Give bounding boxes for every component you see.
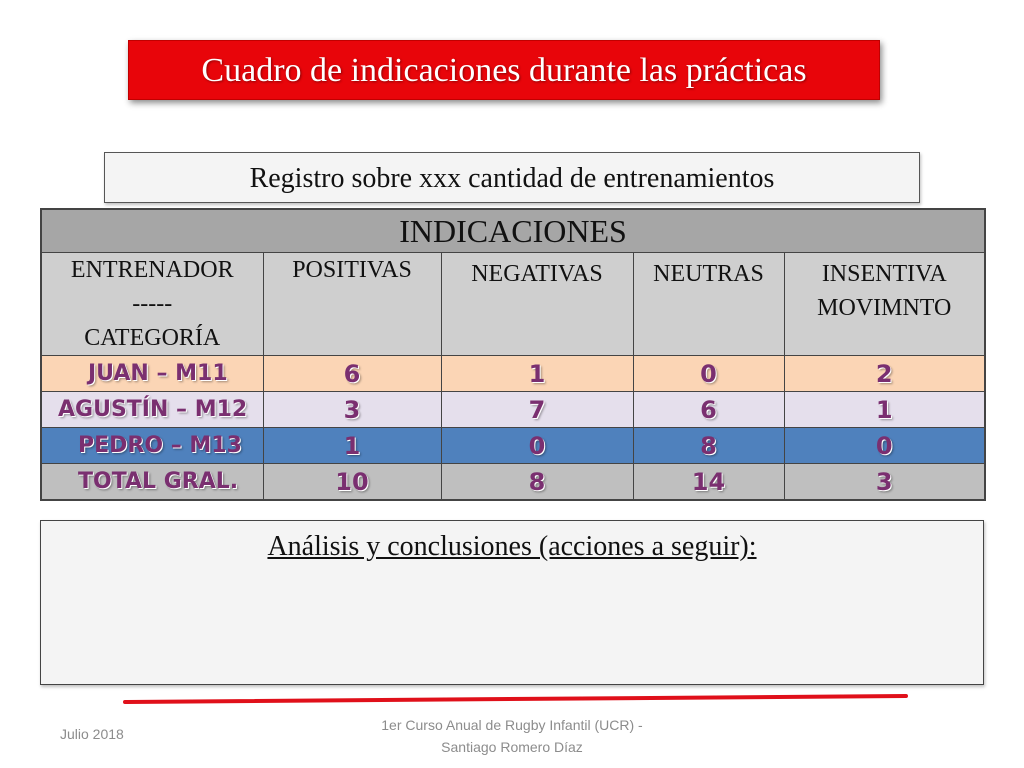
footer-course-line2: Santiago Romero Díaz [441, 739, 583, 755]
subtitle-box: Registro sobre xxx cantidad de entrenamientos [104, 152, 920, 203]
cell-positivas: 3 [263, 392, 441, 428]
cell-neutras: 6 [633, 392, 784, 428]
cell-incentiva: 3 [784, 464, 985, 501]
column-header-neutras-label: NEUTRAS [653, 261, 764, 287]
footer-course-line1: 1er Curso Anual de Rugby Infantil (UCR) - [381, 717, 643, 733]
column-header-negativas-label: NEGATIVAS [471, 261, 603, 287]
cell-neutras: 14 [633, 464, 784, 501]
footer-date: Julio 2018 [60, 726, 124, 742]
column-header-coach-line2: ----- [132, 291, 173, 317]
table-header: INDICACIONES [41, 209, 985, 253]
cell-incentiva: 1 [784, 392, 985, 428]
column-header-positivas-label: POSITIVAS [292, 257, 412, 283]
row-name: AGUSTÍN – M12 [41, 392, 263, 428]
footer-course [352, 714, 672, 758]
cell-negativas: 7 [441, 392, 633, 428]
cell-positivas: 1 [263, 428, 441, 464]
cell-positivas: 6 [263, 356, 441, 392]
row-name: TOTAL GRAL. [41, 464, 263, 501]
slide-title: Cuadro de indicaciones durante las prácticas [128, 40, 880, 100]
cell-positivas: 10 [263, 464, 441, 501]
row-name: JUAN – M11 [41, 356, 263, 392]
cell-incentiva: 0 [784, 428, 985, 464]
column-header-incentiva-line2: MOVIMNTO [817, 295, 952, 321]
analysis-title: Análisis y conclusiones (acciones a seguir): [267, 531, 757, 562]
column-header-coach-line1: ENTRENADOR [70, 257, 234, 283]
column-header-coach-line3: CATEGORÍA [84, 325, 221, 351]
column-header-incentiva-line1: INSENTIVA [821, 261, 947, 287]
row-name: PEDRO – M13 [41, 428, 263, 464]
cell-neutras: 0 [633, 356, 784, 392]
cell-neutras: 8 [633, 428, 784, 464]
cell-negativas: 8 [441, 464, 633, 501]
cell-incentiva: 2 [784, 356, 985, 392]
cell-negativas: 1 [441, 356, 633, 392]
cell-negativas: 0 [441, 428, 633, 464]
